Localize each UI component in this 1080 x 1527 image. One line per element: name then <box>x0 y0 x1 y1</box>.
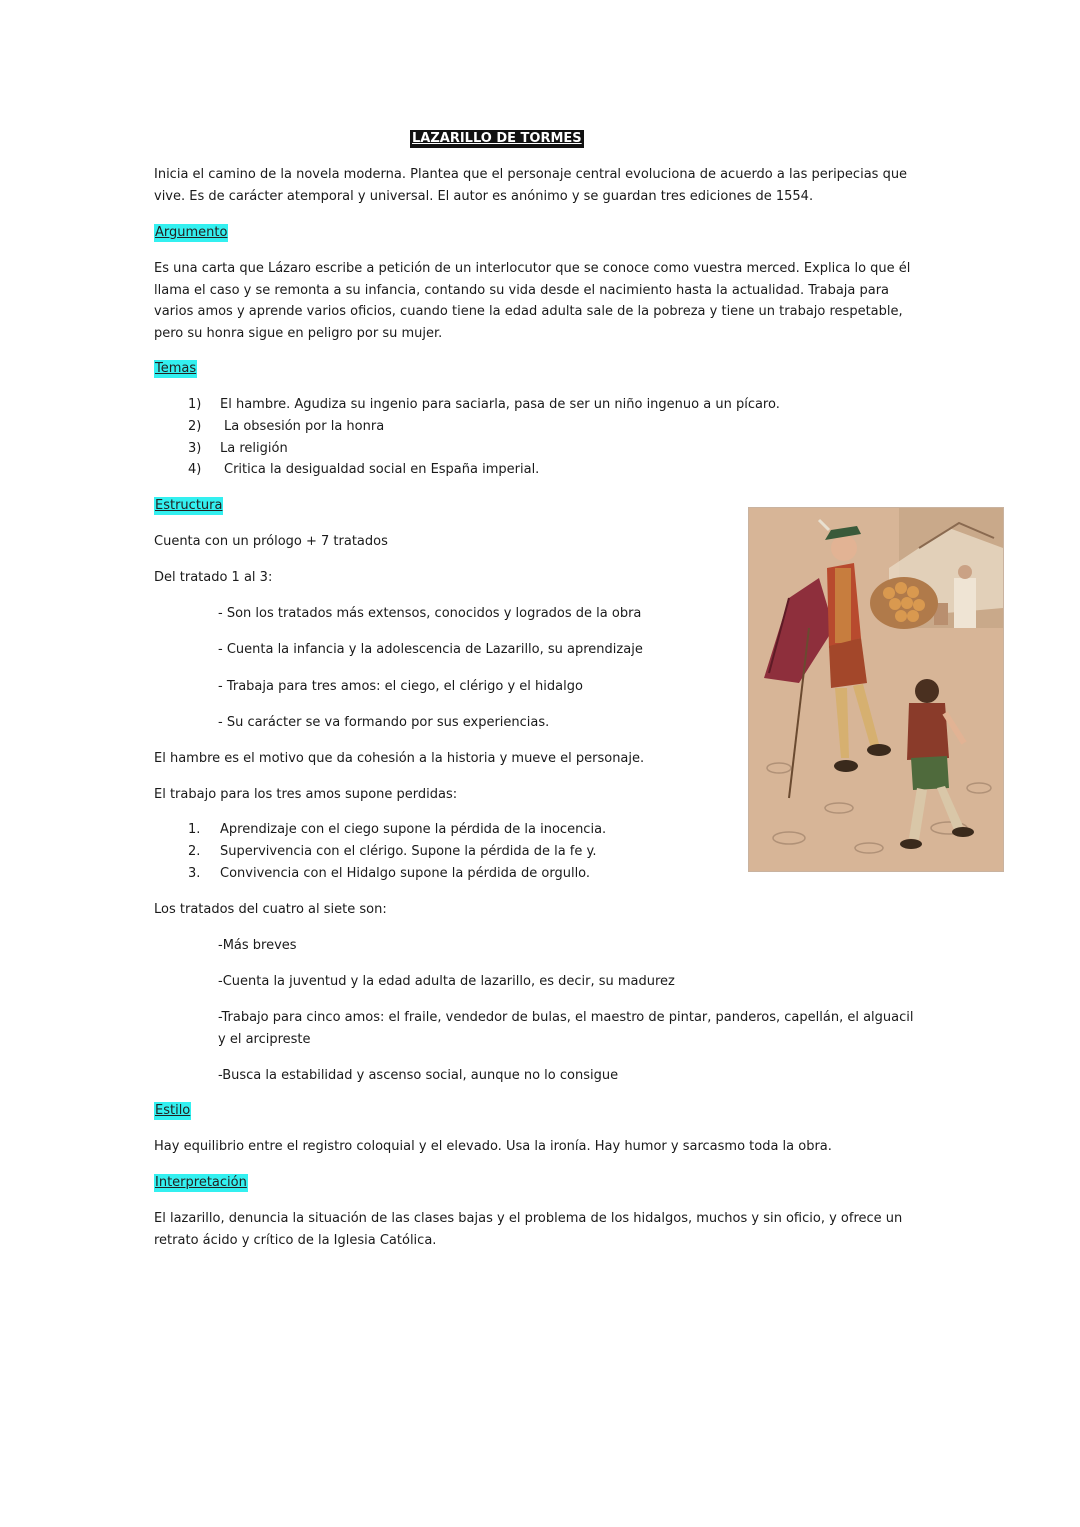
group1-line-4: - Su carácter se va formando por sus experiencias. <box>218 715 550 730</box>
estructura-prologo: Cuenta con un prólogo + 7 tratados <box>154 534 388 549</box>
group2-line-1: -Más breves <box>218 938 297 953</box>
estilo-text: Hay equilibrio entre el registro coloquial y el elevado. Usa la ironía. Hay humor y sarcasmo toda la obra. <box>154 1139 832 1154</box>
heading-argumento: Argumento <box>155 225 228 240</box>
temas-item-3: La religión <box>220 441 288 456</box>
temas-num-2: 2) <box>188 419 202 434</box>
loss-num-1: 1. <box>188 822 201 837</box>
loss-item-2: Supervivencia con el clérigo. Supone la pérdida de la fe y. <box>220 844 597 859</box>
estructura-cuatro-siete: Los tratados del cuatro al siete son: <box>154 902 387 917</box>
illustration-svg <box>749 508 1003 871</box>
heading-estructura: Estructura <box>155 498 223 513</box>
group2-line-3: -Trabajo para cinco amos: el fraile, vendedor de bulas, el maestro de pintar, panderos, capellán, el alguacil <box>218 1010 914 1025</box>
loss-num-2: 2. <box>188 844 201 859</box>
group2-line-2: -Cuenta la juventud y la edad adulta de lazarillo, es decir, su madurez <box>218 974 675 989</box>
temas-item-1: El hambre. Agudiza su ingenio para saciarla, pasa de ser un niño ingenuo a un pícaro. <box>220 397 780 412</box>
intro-line-1: Inicia el camino de la novela moderna. Plantea que el personaje central evoluciona de acuerdo a las peripecias que <box>154 167 908 182</box>
loss-item-1: Aprendizaje con el ciego supone la pérdida de la inocencia. <box>220 822 607 837</box>
loss-num-3: 3. <box>188 866 201 881</box>
estructura-tratado-1-3: Del tratado 1 al 3: <box>154 570 273 585</box>
estructura-perdidas: El trabajo para los tres amos supone perdidas: <box>154 787 458 802</box>
estructura-hambre: El hambre es el motivo que da cohesión a la historia y mueve el personaje. <box>154 751 645 766</box>
argumento-line-1: Es una carta que Lázaro escribe a petición de un interlocutor que se conoce como vuestra merced. Explica lo que él <box>154 261 911 276</box>
temas-item-2: La obsesión por la honra <box>224 419 385 434</box>
lazarillo-illustration <box>748 507 1004 872</box>
temas-num-1: 1) <box>188 397 202 412</box>
loss-item-3: Convivencia con el Hidalgo supone la pérdida de orgullo. <box>220 866 591 881</box>
temas-num-3: 3) <box>188 441 202 456</box>
interpretacion-line-1: El lazarillo, denuncia la situación de las clases bajas y el problema de los hidalgos, muchos y sin oficio, y ofrece un <box>154 1211 903 1226</box>
argumento-line-2: llama el caso y se remonta a su infancia, contando su vida desde el nacimiento hasta la actualidad. Trabaja para <box>154 283 890 298</box>
group1-line-3: - Trabaja para tres amos: el ciego, el clérigo y el hidalgo <box>218 679 583 694</box>
intro-line-2: vive. Es de carácter atemporal y universal. El autor es anónimo y se guardan tres ediciones de 1554. <box>154 189 814 204</box>
group2-line-4: -Busca la estabilidad y ascenso social, aunque no lo consigue <box>218 1068 619 1083</box>
interpretacion-line-2: retrato ácido y crítico de la Iglesia Católica. <box>154 1233 437 1248</box>
group1-line-1: - Son los tratados más extensos, conocidos y logrados de la obra <box>218 606 642 621</box>
temas-num-4: 4) <box>188 462 202 477</box>
group2-line-3b: y el arcipreste <box>218 1032 311 1047</box>
argumento-line-4: pero su honra sigue en peligro por su mujer. <box>154 326 443 341</box>
heading-temas: Temas <box>155 361 197 376</box>
document-title: LAZARILLO DE TORMES <box>412 131 582 146</box>
heading-interpretacion: Interpretación <box>155 1175 247 1190</box>
heading-estilo: Estilo <box>155 1103 191 1118</box>
argumento-line-3: varios amos y aprende varios oficios, cuando tiene la edad adulta sale de la pobreza y tiene un trabajo respetable, <box>154 304 903 319</box>
group1-line-2: - Cuenta la infancia y la adolescencia de Lazarillo, su aprendizaje <box>218 642 643 657</box>
temas-item-4: Critica la desigualdad social en España imperial. <box>224 462 540 477</box>
